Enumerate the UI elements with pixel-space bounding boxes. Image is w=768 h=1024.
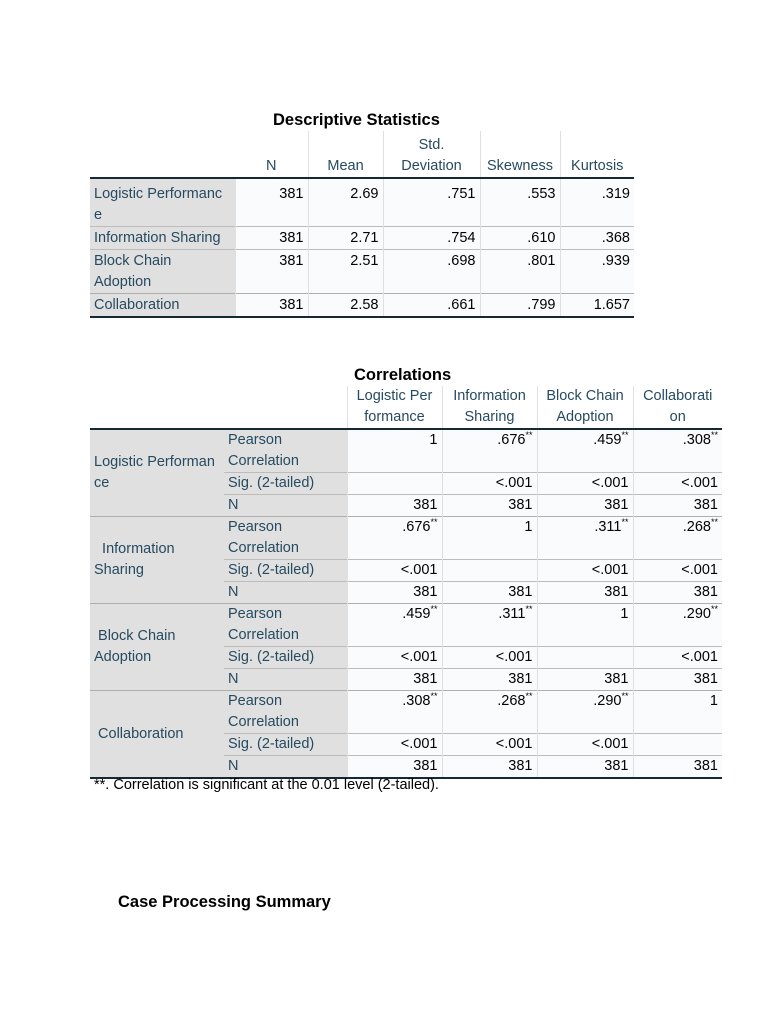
column-header: Information Sharing <box>442 386 537 429</box>
cell-value: .661 <box>383 294 480 318</box>
cell-value: 381 <box>442 669 537 691</box>
row-label: Block Chain Adoption <box>90 250 235 294</box>
cell-value: 381 <box>442 582 537 604</box>
descriptive-statistics-table <box>90 131 634 318</box>
stat-label: Sig. (2-tailed) <box>224 473 347 495</box>
table-row <box>90 294 634 318</box>
significance-marker: ** <box>525 430 533 441</box>
table-row <box>90 429 722 473</box>
column-header: Kurtosis <box>560 131 634 178</box>
stat-label: Pearson Correlation <box>224 691 347 734</box>
descriptive-header-row <box>90 131 634 178</box>
descriptive-statistics-title: Descriptive Statistics <box>273 111 440 129</box>
significance-marker: ** <box>430 691 438 702</box>
cell-value: .751 <box>383 178 480 227</box>
cell-value: <.001 <box>442 647 537 669</box>
cell-value: 381 <box>442 495 537 517</box>
column-header: Logistic Per formance <box>347 386 442 429</box>
cell-value: .319 <box>560 178 634 227</box>
cell-value: 2.58 <box>308 294 383 318</box>
cell-value: 2.71 <box>308 227 383 250</box>
cell-value: 1 <box>633 691 722 734</box>
correlations-header-row <box>90 386 722 429</box>
significance-marker: ** <box>430 517 438 528</box>
stat-label: N <box>224 669 347 691</box>
cell-value: .799 <box>480 294 560 318</box>
cell-value: <.001 <box>442 734 537 756</box>
cell-value: .610 <box>480 227 560 250</box>
cell-value: 381 <box>235 250 308 294</box>
group-label: Block Chain Adoption <box>90 604 224 691</box>
cell-value: .676** <box>442 429 537 473</box>
cell-value: 1 <box>442 517 537 560</box>
cell-value: 381 <box>347 495 442 517</box>
cell-value: .676** <box>347 517 442 560</box>
cell-value: .368 <box>560 227 634 250</box>
cell-value: .290** <box>537 691 633 734</box>
correlations-title: Correlations <box>354 366 452 384</box>
stat-label: N <box>224 495 347 517</box>
cell-value: <.001 <box>633 473 722 495</box>
correlations-footnote: **. Correlation is significant at the 0.01 level (2-tailed). <box>94 777 439 793</box>
cell-value: .308** <box>347 691 442 734</box>
cell-value: <.001 <box>633 647 722 669</box>
significance-marker: ** <box>621 430 629 441</box>
column-header: Skewness <box>480 131 560 178</box>
table-row <box>90 604 722 647</box>
cell-value: .698 <box>383 250 480 294</box>
significance-marker: ** <box>710 604 718 615</box>
column-header: Mean <box>308 131 383 178</box>
stat-label: Pearson Correlation <box>224 604 347 647</box>
cell-value: .311** <box>442 604 537 647</box>
cell-value: 381 <box>347 669 442 691</box>
cell-value: 1 <box>347 429 442 473</box>
cell-value: 2.69 <box>308 178 383 227</box>
significance-marker: ** <box>621 691 629 702</box>
stat-label: Sig. (2-tailed) <box>224 647 347 669</box>
case-processing-summary-title: Case Processing Summary <box>118 893 331 911</box>
cell-value: <.001 <box>633 560 722 582</box>
cell-value: <.001 <box>537 560 633 582</box>
cell-value: .268** <box>633 517 722 560</box>
cell-value <box>347 473 442 495</box>
cell-value: 2.51 <box>308 250 383 294</box>
table-row <box>90 250 634 294</box>
group-label: Logistic Performan ce <box>90 429 224 517</box>
cell-value: <.001 <box>347 647 442 669</box>
group-label: Collaboration <box>90 691 224 779</box>
significance-marker: ** <box>430 604 438 615</box>
cell-value: 381 <box>347 582 442 604</box>
cell-value <box>537 647 633 669</box>
cell-value: 381 <box>347 756 442 779</box>
cell-value: 381 <box>235 178 308 227</box>
cell-value: 381 <box>633 582 722 604</box>
significance-marker: ** <box>710 517 718 528</box>
cell-value: 1 <box>537 604 633 647</box>
table-row <box>90 517 722 560</box>
row-label: Collaboration <box>90 294 235 318</box>
column-header: Block Chain Adoption <box>537 386 633 429</box>
header-corner <box>224 386 347 429</box>
row-label: Logistic Performanc e <box>90 178 235 227</box>
cell-value: <.001 <box>537 734 633 756</box>
row-label: Information Sharing <box>90 227 235 250</box>
column-header: Std. Deviation <box>383 131 480 178</box>
cell-value: 381 <box>537 495 633 517</box>
significance-marker: ** <box>525 604 533 615</box>
group-label: Information Sharing <box>90 517 224 604</box>
table-row <box>90 691 722 734</box>
table-row <box>90 227 634 250</box>
significance-marker: ** <box>621 517 629 528</box>
significance-marker: ** <box>710 430 718 441</box>
stat-label: Sig. (2-tailed) <box>224 734 347 756</box>
cell-value: <.001 <box>537 473 633 495</box>
cell-value: .459** <box>347 604 442 647</box>
column-header: Collaborati on <box>633 386 722 429</box>
stat-label: Pearson Correlation <box>224 429 347 473</box>
stat-label: Pearson Correlation <box>224 517 347 560</box>
cell-value <box>442 560 537 582</box>
cell-value: 381 <box>633 756 722 779</box>
correlations-table <box>90 386 722 779</box>
cell-value: .311** <box>537 517 633 560</box>
header-corner <box>90 131 235 178</box>
cell-value: .939 <box>560 250 634 294</box>
cell-value: <.001 <box>347 734 442 756</box>
cell-value: 381 <box>442 756 537 779</box>
cell-value: 381 <box>537 582 633 604</box>
cell-value <box>633 734 722 756</box>
significance-marker: ** <box>525 691 533 702</box>
cell-value: .801 <box>480 250 560 294</box>
cell-value: 1.657 <box>560 294 634 318</box>
cell-value: .268** <box>442 691 537 734</box>
header-corner <box>90 386 224 429</box>
cell-value: 381 <box>537 756 633 779</box>
stat-label: N <box>224 582 347 604</box>
cell-value: 381 <box>633 495 722 517</box>
column-header: N <box>266 158 277 174</box>
cell-value: <.001 <box>347 560 442 582</box>
cell-value: .290** <box>633 604 722 647</box>
stat-label: N <box>224 756 347 779</box>
cell-value: .754 <box>383 227 480 250</box>
cell-value: 381 <box>235 294 308 318</box>
cell-value: .308** <box>633 429 722 473</box>
cell-value: .553 <box>480 178 560 227</box>
cell-value: 381 <box>537 669 633 691</box>
cell-value: .459** <box>537 429 633 473</box>
cell-value: 381 <box>633 669 722 691</box>
table-row <box>90 178 634 227</box>
cell-value: <.001 <box>442 473 537 495</box>
cell-value: 381 <box>235 227 308 250</box>
stat-label: Sig. (2-tailed) <box>224 560 347 582</box>
